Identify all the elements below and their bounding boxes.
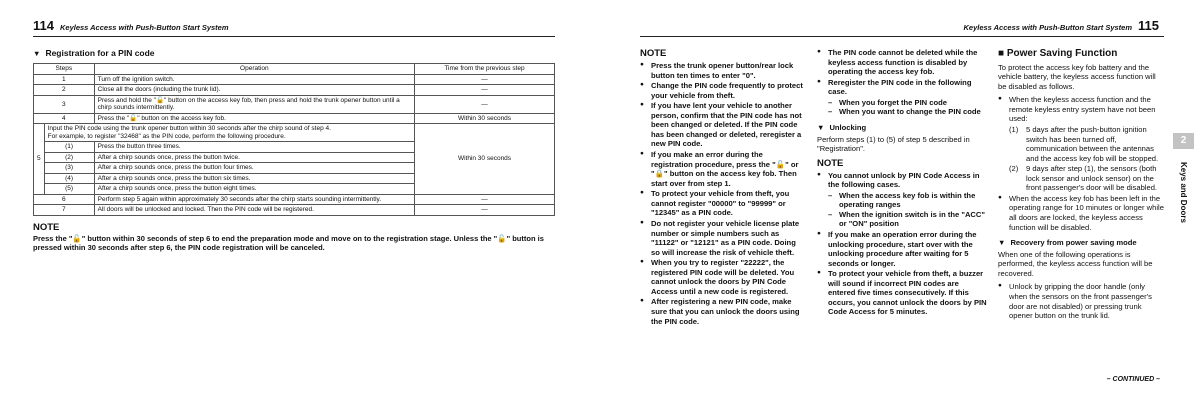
note-continued-list: [817, 48, 987, 117]
power-saving-list: [998, 95, 1164, 232]
table-row: 3 Press and hold the "🔓" button on the access key fob, then press and hold the trunk opener button until a chirp sounds intermittently. —: [34, 95, 555, 113]
triangle-down-icon: ▼: [33, 49, 41, 58]
right-page-header: [963, 18, 1159, 36]
unlocking-text: Perform steps (1) to (5) of step 5 described in "Registration".: [817, 134, 970, 154]
triangle-down-icon: ▼: [998, 238, 1006, 248]
right-column-1: [640, 48, 805, 327]
list-item: ● After registering a new PIN code, make sure that you can unlock the doors using the PIN code.: [640, 297, 805, 326]
step5-intro-cell: Input the PIN code using the trunk opener button within 30 seconds after the chirp sound of step 4. For example, to register "32468" as the PIN code, perform the following procedure.: [44, 124, 414, 142]
list-item: ● Do not register your vehicle license plate number or simple numbers such as "11122" or "12121" as a PIN code. Doing so will increase the risk of vehicle theft.: [640, 219, 805, 257]
list-item: ● If you have lent your vehicle to another person, confirm that the PIN code has not been changed or deleted. If the PIN code has been changed or deleted, reregister a new PIN code.: [640, 101, 805, 149]
table-subrow: (3) After a chirp sounds once, press the button four times.: [34, 163, 555, 173]
registration-section-title: ▼ Registration for a PIN code: [33, 48, 155, 58]
dash-item: – When the ignition switch is in the "ACC" or "ON" position: [828, 210, 987, 229]
dash-list: [828, 98, 987, 117]
square-bullet-icon: ■: [998, 48, 1007, 59]
step5-time: Within 30 seconds: [415, 124, 555, 194]
recovery-text: When one of the following operations is performed, the keyless access function will be recovered.: [998, 249, 1153, 278]
power-saving-heading: ■ Power Saving Function: [998, 48, 1118, 59]
chapter-tab-number: 2: [1173, 133, 1194, 149]
note-list-2: [817, 171, 987, 317]
table-row-step5: [34, 124, 555, 142]
left-header-title: Keyless Access with Push-Button Start System: [59, 23, 229, 32]
list-item: ● If you make an error during the registration procedure, press the "🔓" or "🔒" button on the access key fob. Then start over from step 1.: [640, 150, 805, 188]
left-note-heading: NOTE: [33, 221, 60, 233]
header-operation: Operation: [94, 64, 414, 75]
step5-number: 5: [34, 124, 45, 194]
list-item: ● If you make an operation error during the unlocking procedure, start over with the unlocking procedure after waiting for 5 seconds or longer.: [817, 230, 987, 268]
right-column-2: [817, 48, 987, 318]
list-item: ● To protect your vehicle from theft, a buzzer will sound if incorrect PIN codes are entered five times consecutively. If this occurs, you cannot unlock the doors by PIN Code Access for 5 minutes.: [817, 269, 987, 317]
left-header-rule: [33, 36, 555, 37]
recovery-title: ▼ Recovery from power saving mode: [998, 238, 1137, 248]
power-saving-intro: To protect the access key fob battery and the vehicle battery, the keyless access function will be disabled as follows.: [998, 62, 1156, 91]
list-item: ● When the access key fob has been left in the operating range for 10 minutes or longer while all doors are locked, the keyless access function will be disabled.: [998, 194, 1164, 232]
right-header-rule: [640, 36, 1164, 37]
dash-item: – When you forget the PIN code: [828, 98, 987, 108]
table-subrow: (5) After a chirp sounds once, press the button eight times.: [34, 184, 555, 194]
table-header-row: [34, 64, 555, 75]
table-subrow: (2) After a chirp sounds once, press the button twice.: [34, 152, 555, 162]
continued-label: – CONTINUED –: [1106, 376, 1160, 383]
left-page-header: [33, 18, 229, 36]
recovery-list: [998, 282, 1164, 320]
triangle-down-icon: ▼: [817, 122, 825, 132]
note-heading-2: NOTE: [817, 157, 844, 169]
right-header-title: Keyless Access with Push-Button Start System: [963, 23, 1133, 32]
list-item: ● The PIN code cannot be deleted while the keyless access function is disabled by operating the access key fob.: [817, 48, 987, 77]
right-page-number: 115: [1138, 18, 1159, 33]
list-item: ● When the keyless access function and the remote keyless entry system have not been used: (1) 5 days after the push-button ignition switch has been turned off, communication between the antennas and the access key fob will be stopped. (2) 9 days after step (1), the sensors (both lock sensor and unlock sensor) on the front passenger's door will be disabled.: [998, 95, 1164, 193]
left-note-text: Press the "🔓" button within 30 seconds of step 6 to end the preparation mode and move on to the registration stage. Unless the "🔓" button is pressed within 30 seconds after step 6, the PIN code registration will be canceled.: [33, 233, 544, 253]
list-item: ● Change the PIN code frequently to protect your vehicle from theft.: [640, 81, 805, 100]
chapter-tab-label: Keys and Doors: [1179, 161, 1188, 223]
left-page: [33, 48, 555, 253]
table-row: 2 Close all the doors (including the trunk lid). —: [34, 85, 555, 95]
list-item: ● Reregister the PIN code in the following case. – When you forget the PIN code – When you want to change the PIN code: [817, 78, 987, 117]
table-row: 4 Press the "🔓" button on the access key fob. Within 30 seconds: [34, 113, 555, 123]
dash-list: [828, 191, 987, 229]
list-item: ● To protect your vehicle from theft, you cannot register "00000" to "99999" or "12345" as a PIN code.: [640, 189, 805, 218]
list-item: ● When you try to register "22222", the registered PIN code will be deleted. You cannot unlock the doors by PIN Code Access until a new code is registered.: [640, 258, 805, 296]
left-page-number: 114: [33, 18, 54, 33]
note-heading: NOTE: [640, 48, 667, 59]
table-subrow: (1) Press the button three times.: [34, 142, 555, 152]
left-note: [33, 222, 555, 254]
numbered-item: (2) 9 days after step (1), the sensors (both lock sensor and unlock sensor) on the front passenger's door will be disabled.: [1009, 164, 1158, 193]
numbered-item: (1) 5 days after the push-button ignition switch has been turned off, communication between the antennas and the access key fob will be stopped.: [1009, 124, 1159, 163]
header-steps: Steps: [34, 64, 95, 75]
note-list: [640, 61, 805, 326]
table-row: 6 Perform step 5 again within approximately 30 seconds after the chirp starts sounding intermittently. —: [34, 194, 555, 204]
numbered-list: [1009, 125, 1164, 193]
list-item: ● You cannot unlock by PIN Code Access in the following cases. – When the access key fob is within the operating ranges – When the ignition switch is in the "ACC" or "ON" position: [817, 171, 987, 229]
list-item: ● Press the trunk opener button/rear lock button ten times to enter "0".: [640, 61, 805, 80]
unlocking-title: ▼ Unlocking: [817, 122, 867, 132]
table-row: 7 All doors will be unlocked and locked. Then the PIN code will be registered. —: [34, 205, 555, 215]
list-item: ● Unlock by gripping the door handle (only when the sensors on the front passenger's door are not disabled) or pressing trunk opener button on the trunk lid.: [998, 282, 1164, 320]
dash-item: – When the access key fob is within the operating ranges: [828, 191, 987, 210]
registration-table: [33, 63, 555, 216]
dash-item: – When you want to change the PIN code: [828, 107, 987, 117]
header-time: Time from the previous step: [415, 64, 555, 75]
table-row: 1 Turn off the ignition switch. —: [34, 75, 555, 85]
table-subrow: (4) After a chirp sounds once, press the button six times.: [34, 173, 555, 183]
right-column-3: [998, 48, 1164, 322]
